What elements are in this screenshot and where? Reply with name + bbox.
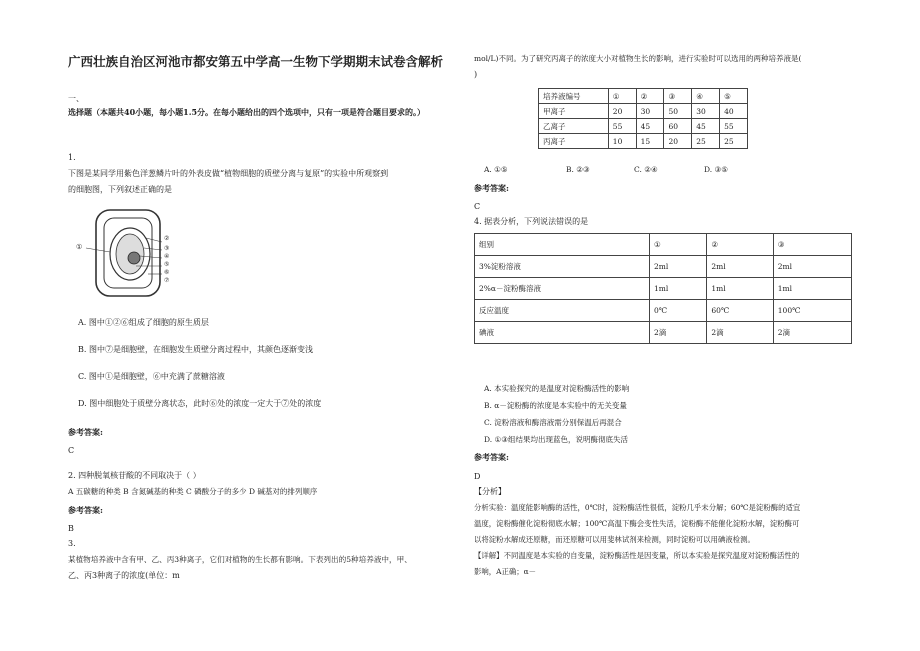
onion-cell-diagram — [76, 208, 172, 300]
diagram-label-3: ③ — [164, 245, 170, 252]
q3-option-c: C. ②④ — [634, 165, 658, 174]
diagram-label-2: ② — [164, 235, 170, 242]
table-cell: 培养液编号 — [539, 89, 609, 104]
table-cell: 10 — [608, 134, 636, 149]
table-cell: 55 — [608, 119, 636, 134]
table-cell: ③ — [773, 234, 851, 256]
q1-stem-line1: 下图是某同学用紫色洋葱鳞片叶的外表皮做“植物细胞的质壁分离与复原”的实验中所观察到 — [68, 169, 389, 178]
table-row — [475, 234, 852, 256]
q4-option-b: B. α－淀粉酶的浓度是本实验中的无关变量 — [484, 401, 627, 410]
q4-detail-line2: 影响，A正确；α－ — [474, 567, 537, 576]
table-row — [539, 134, 748, 149]
table-cell: 60℃ — [707, 300, 773, 322]
table-cell: 0℃ — [649, 300, 706, 322]
q4-table — [474, 233, 852, 344]
q4-answer-label: 参考答案: — [474, 452, 509, 462]
table-cell: 丙离子 — [539, 134, 609, 149]
table-cell: 40 — [720, 104, 748, 119]
table-cell: 2滴 — [707, 322, 773, 344]
table-cell: 20 — [608, 104, 636, 119]
q4-analysis-line1: 分析实验：温度能影响酶的活性，0℃时，淀粉酶活性很低，淀粉几乎未分解；60℃是淀粉酶的适宜 — [474, 503, 801, 512]
q3-answer-label: 参考答案: — [474, 183, 509, 193]
table-cell: 30 — [692, 104, 720, 119]
q4-detail-label: 【详解】 — [474, 551, 504, 560]
table-cell: 乙离子 — [539, 119, 609, 134]
q3-stem-line4: ) — [474, 70, 478, 79]
table-cell: 3%淀粉溶液 — [475, 256, 650, 278]
table-row — [539, 89, 748, 104]
table-cell: 55 — [720, 119, 748, 134]
q4-stem: 4. 据表分析，下列说法错误的是 — [474, 217, 589, 226]
q1-answer: C — [68, 446, 75, 455]
q3-stem-line2: 乙、丙3种离子的浓度(单位：m — [68, 571, 180, 580]
q1-option-a: A. 图中①②⑥组成了细胞的原生质层 — [78, 318, 209, 327]
q3-option-a: A. ①⑤ — [484, 165, 508, 174]
q4-analysis-line2: 温度，淀粉酶催化淀粉彻底水解；100℃高温下酶会变性失活，淀粉酶不能催化淀粉水解，淀粉酶可 — [474, 519, 800, 528]
table-row — [539, 104, 748, 119]
table-cell: ③ — [664, 89, 692, 104]
q4-option-d: D. ①③组结果均出现蓝色，说明酶彻底失活 — [484, 435, 628, 444]
table-cell: 碘液 — [475, 322, 650, 344]
table-cell: 甲离子 — [539, 104, 609, 119]
q2-answer-label: 参考答案: — [68, 505, 103, 515]
q4-option-a: A. 本实验探究的是温度对淀粉酶活性的影响 — [484, 384, 630, 393]
table-cell: ② — [636, 89, 664, 104]
table-row — [475, 322, 852, 344]
table-cell: 100℃ — [773, 300, 851, 322]
q3-option-d: D. ③⑤ — [704, 165, 728, 174]
q3-stem-line1: 某植物培养液中含有甲、乙、丙3种离子，它们对植物的生长都有影响。下表列出的5种培养液中，甲、 — [68, 555, 412, 564]
page-title: 广西壮族自治区河池市都安第五中学高一生物下学期期末试卷含解析 — [68, 54, 444, 69]
q3-number: 3. — [68, 539, 76, 548]
q3-table — [538, 88, 748, 149]
table-cell: 15 — [636, 134, 664, 149]
table-row — [475, 278, 852, 300]
q4-detail-line1: 不同温度是本实验的自变量，淀粉酶活性是因变量，所以本实验是探究温度对淀粉酶活性的 — [503, 551, 800, 560]
table-cell: ④ — [692, 89, 720, 104]
diagram-label-5: ⑤ — [164, 261, 170, 268]
table-cell: 30 — [636, 104, 664, 119]
table-cell: 1ml — [707, 278, 773, 300]
table-cell: ① — [649, 234, 706, 256]
table-cell: 20 — [664, 134, 692, 149]
q2-answer: B — [68, 524, 74, 533]
q4-option-c: C. 淀粉溶液和酶溶液需分别保温后再混合 — [484, 418, 622, 427]
table-cell: 2滴 — [649, 322, 706, 344]
q1-option-b: B. 图中⑦是细胞壁，在细胞发生质壁分离过程中，其颜色逐渐变浅 — [78, 345, 313, 354]
q3-answer: C — [474, 202, 481, 211]
q2-options: A 五碳糖的种类 B 含氮碱基的种类 C 磷酸分子的多少 D 碱基对的排列顺序 — [68, 487, 318, 496]
table-cell: 1ml — [649, 278, 706, 300]
table-cell: 2%α－淀粉酶溶液 — [475, 278, 650, 300]
table-cell: 25 — [692, 134, 720, 149]
diagram-label-6: ⑥ — [164, 269, 170, 276]
q4-detail — [474, 551, 799, 561]
table-cell: 2ml — [649, 256, 706, 278]
q1-option-c: C. 图中①是细胞壁，⑥中充满了蔗糖溶液 — [78, 372, 225, 381]
q2-stem: 2. 四种脱氧核苷酸的不同取决于（ ） — [68, 471, 201, 480]
table-row — [539, 119, 748, 134]
q1-option-d: D. 图中细胞处于质壁分离状态，此时⑥处的浓度一定大于⑦处的浓度 — [78, 399, 322, 408]
diagram-label-4: ④ — [164, 253, 170, 260]
table-cell: 2滴 — [773, 322, 851, 344]
q4-answer: D — [474, 472, 481, 481]
q3-stem-line3: mol/L)不同。为了研究丙离子的浓度大小对植物生长的影响，进行实验时可以选用的两种培养液是( — [474, 54, 802, 63]
table-row — [475, 300, 852, 322]
section-instruction: 选择题（本题共40小题，每小题1.5分。在每小题给出的四个选项中，只有一项是符合题目要求的。） — [68, 107, 426, 117]
q1-stem-line2: 的细胞图，下列叙述正确的是 — [68, 185, 172, 194]
table-cell: ② — [707, 234, 773, 256]
table-cell: 2ml — [707, 256, 773, 278]
table-cell: 1ml — [773, 278, 851, 300]
table-cell: 2ml — [773, 256, 851, 278]
table-cell: ⑤ — [720, 89, 748, 104]
diagram-label-7: ⑦ — [164, 277, 170, 284]
q1-answer-label: 参考答案: — [68, 427, 103, 437]
table-row — [475, 256, 852, 278]
table-cell: 25 — [720, 134, 748, 149]
q4-analysis-label: 【分析】 — [474, 487, 506, 496]
table-cell: 组别 — [475, 234, 650, 256]
table-cell: 反应温度 — [475, 300, 650, 322]
table-cell: 45 — [692, 119, 720, 134]
table-cell: 50 — [664, 104, 692, 119]
table-cell: ① — [608, 89, 636, 104]
section-number: 一、 — [68, 94, 84, 103]
q4-analysis-line3: 以将淀粉水解成还原糖，而还原糖可以用斐林试剂来检测，同时淀粉可以用碘液检测。 — [474, 535, 755, 544]
q1-number: 1. — [68, 153, 76, 162]
q3-option-b: B. ②③ — [566, 165, 590, 174]
table-cell: 60 — [664, 119, 692, 134]
table-cell: 45 — [636, 119, 664, 134]
diagram-label-1: ① — [76, 243, 83, 251]
